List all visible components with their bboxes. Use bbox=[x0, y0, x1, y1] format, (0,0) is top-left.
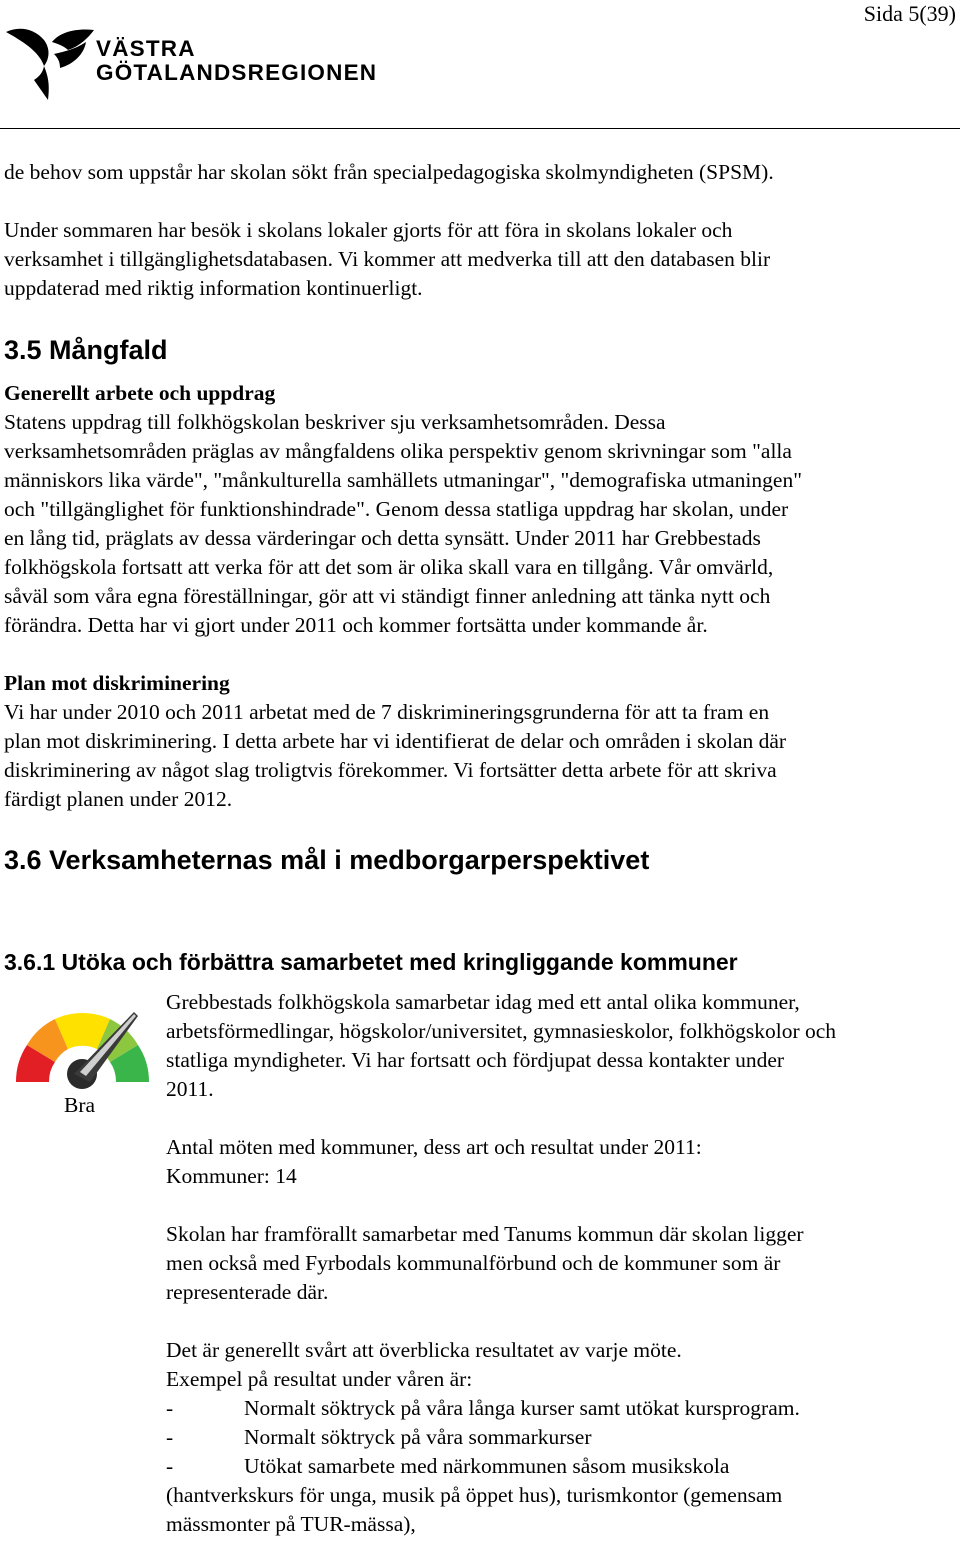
body-line: mässmonter på TUR-mässa), bbox=[166, 1512, 416, 1536]
body-line: Skolan har framförallt samarbetar med Tanums kommun där skolan ligger bbox=[166, 1222, 804, 1246]
body-line: arbetsförmedlingar, högskolor/universitet, gymnasieskolor, folkhögskolor och bbox=[166, 1019, 837, 1043]
intro-para-line: verksamhet i tillgänglighetsdatabasen. Vi kommer att medverka till att den databasen blir bbox=[4, 247, 771, 271]
body-line: Kommuner: 14 bbox=[166, 1164, 297, 1188]
body-line: representerade där. bbox=[166, 1280, 329, 1304]
vgr-logo bbox=[4, 24, 384, 106]
body-line: folkhögskola fortsatt att verka för att det som är olika skall vara en tillgång. Vår omvärld, bbox=[4, 555, 774, 579]
body-line: diskriminering av något slag troligtvis förekommer. Vi fortsätter detta arbete för att skriva bbox=[4, 758, 777, 782]
list-item-text: Utökat samarbete med närkommunen såsom musikskola bbox=[244, 1454, 730, 1478]
body-line: en lång tid, präglats av dessa värderingar och detta synsätt. Under 2011 har Grebbestads bbox=[4, 526, 761, 550]
list-item bbox=[166, 1452, 729, 1481]
list-dash: - bbox=[166, 1454, 174, 1478]
body-line: såväl som våra egna föreställningar, gör att vi ständigt finner anledning att tänka nytt och bbox=[4, 584, 771, 608]
list-dash: - bbox=[166, 1425, 174, 1449]
body-line: färdigt planen under 2012. bbox=[4, 787, 233, 811]
body-line: plan mot diskriminering. I detta arbete har vi identifierat de delar och områden i skolan där bbox=[4, 729, 787, 753]
body-line: (hantverkskurs för unga, musik på öppet hus), turismkontor (gemensam bbox=[166, 1483, 783, 1507]
body-line: och "tillgänglighet för funktionshindrade". Genom dessa statliga uppdrag har skolan, under bbox=[4, 497, 789, 521]
body-line: men också med Fyrbodals kommunalförbund och de kommuner som är bbox=[166, 1251, 781, 1275]
speedometer-gauge-icon bbox=[10, 992, 155, 1092]
intro-line: de behov som uppstår har skolan sökt från specialpedagogiska skolmyndigheten (SPSM). bbox=[4, 160, 774, 184]
body-line: Exempel på resultat under våren är: bbox=[166, 1367, 473, 1391]
section-heading-3-6-1: 3.6.1 Utöka och förbättra samarbetet med kringliggande kommuner bbox=[4, 949, 738, 975]
page-number: Sida 5(39) bbox=[863, 1, 956, 26]
list-item-text: Normalt söktryck på våra långa kurser samt utökat kursprogram. bbox=[244, 1396, 800, 1420]
list-dash: - bbox=[166, 1396, 174, 1420]
body-line: Statens uppdrag till folkhögskolan beskriver sju verksamhetsområden. Dessa bbox=[4, 410, 666, 434]
vgr-logo-mark-icon bbox=[4, 24, 96, 106]
body-line: Det är generellt svårt att överblicka resultatet av varje möte. bbox=[166, 1338, 682, 1362]
subheading-general-work: Generellt arbete och uppdrag bbox=[4, 381, 276, 405]
body-line: verksamhetsområden präglas av mångfaldens olika perspektiv genom skrivningar som "alla bbox=[4, 439, 792, 463]
list-item bbox=[166, 1394, 800, 1423]
body-line: människors lika värde", "månkulturella samhällets utmaningar", "demografiska utmaningen" bbox=[4, 468, 802, 492]
body-line: 2011. bbox=[166, 1077, 214, 1101]
section-heading-3-6: 3.6 Verksamheternas mål i medborgarperspektivet bbox=[4, 845, 650, 875]
body-line: Grebbestads folkhögskola samarbetar idag med ett antal olika kommuner, bbox=[166, 990, 800, 1014]
gauge-label: Bra bbox=[64, 1093, 96, 1117]
body-line: förändra. Detta har vi gjort under 2011 och kommer fortsätta under kommande år. bbox=[4, 613, 708, 637]
logo-text-line2: GÖTALANDSREGIONEN bbox=[96, 60, 378, 85]
header-divider bbox=[0, 128, 960, 129]
body-line: statliga myndigheter. Vi har fortsatt och fördjupat dessa kontakter under bbox=[166, 1048, 785, 1072]
logo-text-line1: VÄSTRA bbox=[96, 36, 196, 61]
subheading-plan-discrimination: Plan mot diskriminering bbox=[4, 671, 230, 695]
intro-para-line: Under sommaren har besök i skolans lokaler gjorts för att föra in skolans lokaler och bbox=[4, 218, 733, 242]
section-heading-3-5: 3.5 Mångfald bbox=[4, 335, 168, 365]
list-item bbox=[166, 1423, 591, 1452]
intro-para-line: uppdaterad med riktig information kontinuerligt. bbox=[4, 276, 423, 300]
list-item-text: Normalt söktryck på våra sommarkurser bbox=[244, 1425, 592, 1449]
body-line: Antal möten med kommuner, dess art och resultat under 2011: bbox=[166, 1135, 702, 1159]
body-line: Vi har under 2010 och 2011 arbetat med de 7 diskrimineringsgrunderna för att ta fram en bbox=[4, 700, 770, 724]
